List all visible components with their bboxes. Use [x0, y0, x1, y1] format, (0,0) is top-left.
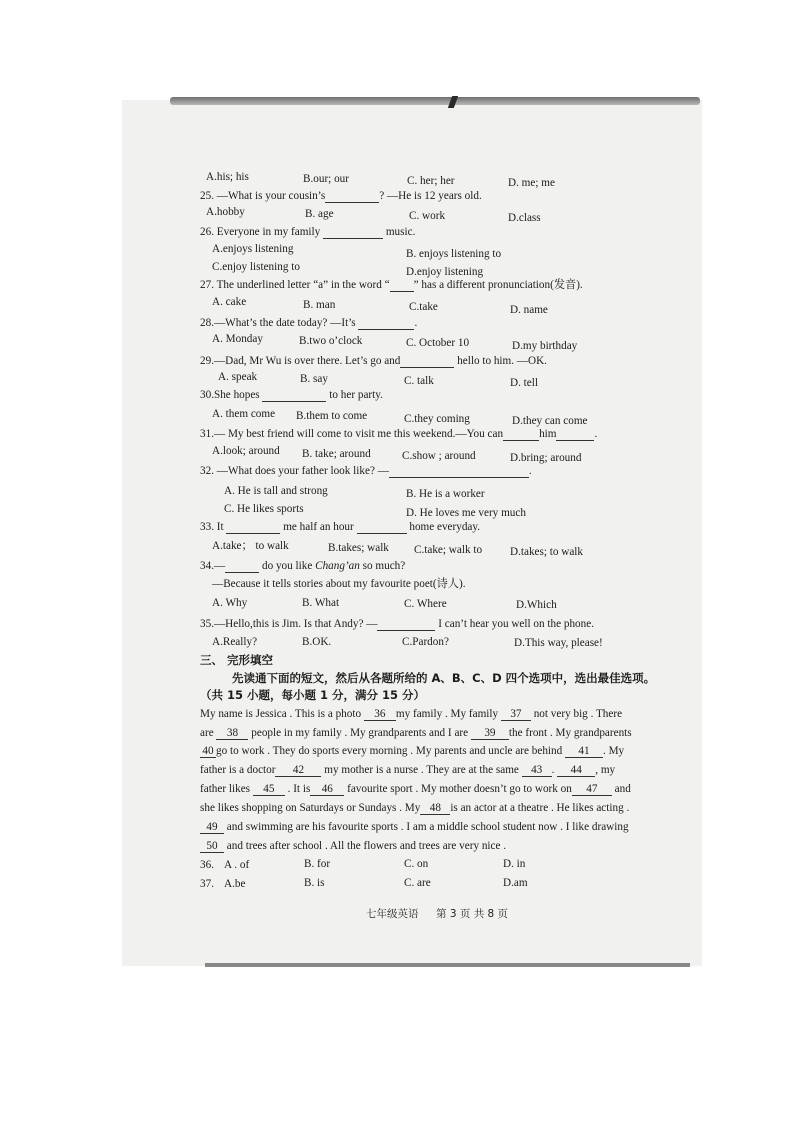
- q33-option-a: A.take； to walk: [212, 540, 289, 552]
- blank-46: 46: [310, 783, 344, 796]
- q34-option-d: D.Which: [516, 599, 557, 611]
- q26-option-d: D.enjoy listening: [406, 266, 484, 278]
- q32-option-a: A. He is tall and strong: [224, 485, 328, 497]
- q37-number: 37.: [200, 878, 214, 890]
- q27-option-d: D. name: [510, 304, 548, 316]
- q29-option-b: B. say: [300, 373, 328, 385]
- q36-option-a: A . of: [224, 859, 250, 871]
- q33-option-b: B.takes; walk: [328, 542, 389, 554]
- blank-44: 44: [557, 764, 595, 777]
- footer-subject: 七年级英语: [366, 908, 419, 920]
- q37-option-a: A.be: [224, 878, 246, 890]
- question-34-stem: 34.— do you like Chang’an so much?: [200, 560, 406, 572]
- passage-line-3: 40 go to work . They do sports every morning . My parents and uncle are behind 41 . My: [200, 745, 624, 758]
- question-31-stem: 31.— My best friend will come to visit me this weekend.—You can him .: [200, 428, 598, 440]
- question-27-stem: 27. The underlined letter “a” in the word “ ” has a different pronunciation(发音).: [200, 279, 583, 291]
- section-heading: 三、 完形填空: [200, 653, 274, 667]
- q35-option-d: D.This way, please!: [514, 637, 603, 649]
- q31-option-d: D.bring; around: [510, 452, 582, 464]
- question-25-stem: 25. —What is your cousin’s ? —He is 12 years old.: [200, 190, 482, 202]
- blank-38: 38: [216, 727, 248, 740]
- section-instructions-line2: （共 15 小题，每小题 1 分，满分 15 分）: [200, 688, 426, 702]
- blank-42: 42: [275, 764, 321, 777]
- passage-line-5: father likes 45 . It is 46 favourite sport . My mother doesn’t go to work on 47 and: [200, 783, 631, 795]
- q37-option-d: D.am: [503, 877, 528, 889]
- passage-line-8: 50 and trees after school . All the flowers and trees are very nice .: [200, 840, 506, 853]
- q26-option-b: B. enjoys listening to: [406, 248, 502, 260]
- blank-40: 40: [200, 745, 216, 758]
- q30-option-c: C.they coming: [404, 413, 470, 425]
- q37-option-c: C. are: [404, 877, 431, 889]
- option-d: D. me; me: [508, 177, 555, 189]
- q35-option-a: A.Really?: [212, 636, 258, 648]
- passage-line-7: 49 and swimming are his favourite sports . I am a middle school student now . I like drawing: [200, 821, 629, 834]
- question-34-reply: —Because it tells stories about my favourite poet(诗人).: [212, 578, 466, 590]
- scan-top-edge: [170, 97, 700, 105]
- blank-49: 49: [200, 821, 224, 834]
- q34-option-c: C. Where: [404, 598, 447, 610]
- blank-41: 41: [565, 745, 603, 758]
- q34-option-b: B. What: [302, 597, 340, 609]
- q31-option-a: A.look; around: [212, 445, 280, 457]
- q35-option-c: C.Pardon?: [402, 636, 449, 648]
- q29-option-a: A. speak: [218, 371, 258, 383]
- q25-option-d: D.class: [508, 212, 541, 224]
- blank-50: 50: [200, 840, 224, 853]
- q30-option-a: A. them come: [212, 408, 276, 420]
- q25-option-a: A.hobby: [206, 206, 245, 218]
- q34-option-a: A. Why: [212, 597, 248, 609]
- q35-option-b: B.OK.: [302, 636, 332, 648]
- blank-45: 45: [253, 783, 285, 796]
- q28-option-b: B.two o’clock: [299, 335, 363, 347]
- blank-36: 36: [364, 708, 396, 721]
- q25-option-b: B. age: [305, 208, 334, 220]
- blank-39: 39: [471, 727, 509, 740]
- q29-option-d: D. tell: [510, 377, 538, 389]
- q29-option-c: C. talk: [404, 375, 434, 387]
- question-28-stem: 28.—What’s the date today? —It’s .: [200, 317, 418, 329]
- q36-option-d: D. in: [503, 858, 526, 870]
- q36-option-b: B. for: [304, 858, 331, 870]
- question-32-stem: 32. —What does your father look like? — .: [200, 465, 532, 477]
- q32-option-d: D. He loves me very much: [406, 507, 526, 519]
- question-26-stem: 26. Everyone in my family music.: [200, 226, 416, 238]
- q28-option-c: C. October 10: [406, 337, 470, 349]
- scan-bottom-edge: [205, 963, 690, 967]
- passage-line-4: father is a doctor 42 my mother is a nurse . They are at the same 43 . 44 , my: [200, 764, 616, 776]
- blank-43: 43: [522, 764, 552, 777]
- passage-line-6: she likes shopping on Saturdays or Sundays . My 48 is an actor at a theatre . He likes acting .: [200, 802, 630, 814]
- question-29-stem: 29.—Dad, Mr Wu is over there. Let’s go and hello to him. —OK.: [200, 355, 547, 367]
- footer-page-number: 第 3 页 共 8 页: [436, 908, 509, 920]
- blank-47: 47: [572, 783, 612, 796]
- q25-option-c: C. work: [409, 210, 446, 222]
- q28-option-a: A. Monday: [212, 333, 263, 345]
- q31-option-b: B. take; around: [302, 448, 371, 460]
- blank-48: 48: [420, 802, 450, 815]
- option-c: C. her; her: [407, 175, 455, 187]
- q27-option-a: A. cake: [212, 296, 247, 308]
- q33-option-d: D.takes; to walk: [510, 546, 584, 558]
- q33-option-c: C.take; walk to: [414, 544, 483, 556]
- q32-option-c: C. He likes sports: [224, 503, 304, 515]
- option-b: B.our; our: [303, 173, 349, 185]
- q36-option-c: C. on: [404, 858, 429, 870]
- q32-option-b: B. He is a worker: [406, 488, 485, 500]
- question-35-stem: 35.—Hello,this is Jim. Is that Andy? — I can’t hear you well on the phone.: [200, 618, 594, 630]
- q37-option-b: B. is: [304, 877, 325, 889]
- q31-option-c: C.show ; around: [402, 450, 476, 462]
- option-a: A.his; his: [206, 171, 249, 183]
- q27-option-b: B. man: [303, 299, 336, 311]
- section-instructions-line1: 先读通下面的短文，然后从各题所给的 A、B、C、D 四个选项中，选出最佳选项。: [232, 671, 656, 685]
- question-33-stem: 33. It me half an hour home everyday.: [200, 521, 481, 533]
- q30-option-b: B.them to come: [296, 410, 368, 422]
- q36-number: 36.: [200, 859, 214, 871]
- q26-option-a: A.enjoys listening: [212, 243, 294, 255]
- passage-line-2: are 38 people in my family . My grandparents and I are 39 the front . My grandparents: [200, 727, 632, 739]
- question-30-stem: 30.She hopes to her party.: [200, 389, 383, 401]
- blank-37: 37: [501, 708, 531, 721]
- q26-option-c: C.enjoy listening to: [212, 261, 300, 273]
- q27-option-c: C.take: [409, 301, 438, 313]
- q28-option-d: D.my birthday: [512, 340, 578, 352]
- passage-line-1: My name is Jessica . This is a photo 36 my family . My family 37 not very big . There: [200, 708, 623, 720]
- q30-option-d: D.they can come: [512, 415, 588, 427]
